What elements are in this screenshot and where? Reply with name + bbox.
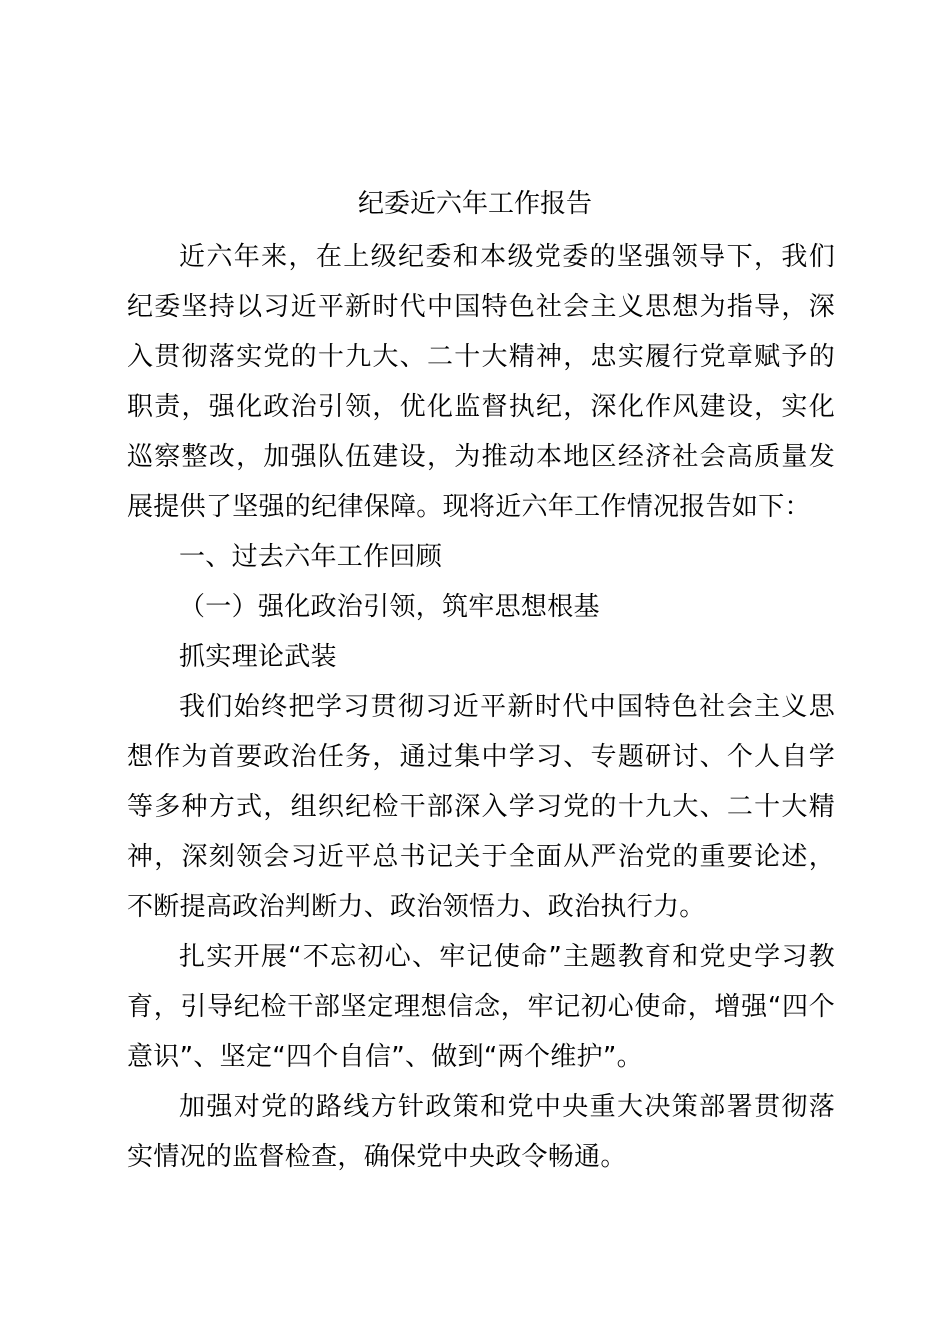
body-paragraph: 我们始终把学习贯彻习近平新时代中国特色社会主义思想作为首要政治任务，通过集中学习、专题研讨、个人自学等多种方式，组织纪检干部深入学习党的十九大、二十大精神，深刻领会习近平总书记关于全面从严治党的重要论述，不断提高政治判断力、政治领悟力、政治执行力。: [127, 692, 835, 922]
intro-paragraph: 近六年来，在上级纪委和本级党委的坚强领导下，我们纪委坚持以习近平新时代中国特色社会主义思想为指导，深入贯彻落实党的十九大、二十大精神，忠实履行党章赋予的职责，强化政治引领，优化监督执纪，深化作风建设，实化巡察整改，加强队伍建设，为推动本地区经济社会高质量发展提供了坚强的纪律保障。现将近六年工作情况报告如下：: [127, 242, 835, 522]
body-paragraph: 加强对党的路线方针政策和党中央重大决策部署贯彻落实情况的监督检查，确保党中央政令畅通。: [127, 1092, 835, 1172]
document-body: [127, 232, 835, 1182]
section-heading: 一、过去六年工作回顾: [179, 542, 443, 572]
subsection-heading: （一）强化政治引领，筑牢思想根基: [179, 592, 600, 622]
item-heading: 抓实理论武装: [179, 642, 337, 672]
body-paragraph: 扎实开展“不忘初心、牢记使命”主题教育和党史学习教育，引导纪检干部坚定理想信念，牢记初心使命，增强“四个意识”、坚定“四个自信”、做到“两个维护”。: [127, 942, 835, 1072]
document-title: 纪委近六年工作报告: [357, 189, 592, 219]
